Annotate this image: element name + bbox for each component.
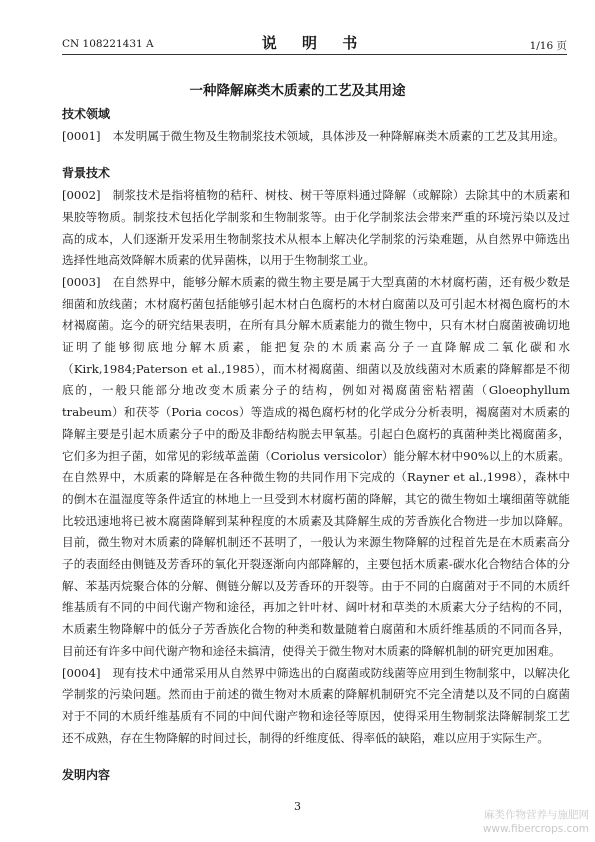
paragraph-text: 现有技术中通常采用从自然界中筛选出的白腐菌或防线菌等应用到生物制浆中，以解决化学制浆的污染问题。然而由于前述的微生物对木质素的降解机制研究不完全清楚以及不同的白腐菌对于不同的木质纤维基质有不同的中间代谢产物和途径等原因，使得采用生物制浆法降解制浆工艺还不成熟，存在生物降解的时间过长，制得的纤维度低、得率低的缺陷，难以应用于实际生产。 — [62, 665, 570, 745]
section-heading-background: 背景技术 — [62, 166, 111, 181]
page-info: 1/16 页 — [529, 40, 567, 52]
watermark-url: www.fibercrops.com — [482, 823, 589, 835]
paragraph-0001 — [62, 126, 570, 148]
paragraph-0002 — [62, 185, 570, 272]
page-header — [62, 32, 567, 55]
watermark-site-name: 麻类作物营养与施肥网 — [484, 809, 589, 821]
section-heading-tech-field: 技术领域 — [62, 107, 111, 121]
paragraph-text: 制浆技术是指将植物的秸秆、树枝、树干等原料通过降解（或解除）去除其中的木质素和果胶等物质。制浆技术包括化学制浆和生物制浆等。由于化学制浆法会带来严重的环境污染以及过高的成本，人们逐渐开发采用生物制浆技术从根本上解决化学制浆的污染难题，从自然界中筛选出选择性地高效降解木质素的优异菌株，以用于生物制浆工业。 — [62, 188, 570, 268]
watermark — [483, 808, 589, 836]
document-body — [62, 104, 570, 787]
paragraph-0004 — [62, 663, 570, 750]
paragraph-0003 — [62, 272, 570, 663]
paragraph-number: [0003] — [62, 274, 101, 289]
page-number: 3 — [294, 800, 301, 813]
paragraph-number: [0001] — [62, 128, 101, 143]
document-title: 一种降解麻类木质素的工艺及其用途 — [189, 83, 406, 99]
paragraph-text: 在自然界中，能够分解木质素的微生物主要是属于大型真菌的木材腐朽菌，还有极少数是细菌和放线菌；木材腐朽菌包括能够引起木材白色腐朽的木材白腐菌以及可引起木材褐色腐朽的木材褐腐菌。迄今的研究结果表明，在所有具分解木质素能力的微生物中，只有木材白腐菌被确切地证明了能够彻底地分解木质素，能把复杂的木质素高分子一直降解成二氧化碳和水（Kirk,1984;Paterson et al.,1985），而木材褐腐菌、细菌以及放线菌对木质素的降解都是不彻底的，一般只能部分地改变木质素分子的结构，例如对褐腐菌密粘褶菌（Gloeophyllum trabeum）和茯苓（Poria cocos）等造成的褐色腐朽材的化学成分分析表明，褐腐菌对木质素的降解主要是引起木质素分子中的酚及非酚结构脱去甲氧基。引起白色腐朽的真菌种类比褐腐菌多，它们多为担子菌，如常见的彩绒革盖菌（Coriolus versicolor）能分解木材中90%以上的木质素。在自然界中，木质素的降解是在各种微生物的共同作用下完成的（Rayner et al.,1998），森林中的倒木在温湿度等条件适宜的林地上一旦受到木材腐朽菌的降解，其它的微生物如土壤细菌等就能比较迅速地将已被木腐菌降解到某种程度的木质素及其降解生成的芳香族化合物进一步加以降解。目前，微生物对木质素的降解机制还不甚明了，一般认为来源生物降解的过程首先是在木质素高分子的表面经由侧链及芳香环的氧化开裂逐渐向内部降解的，主要包括木质素-碳水化合物结合体的分解、苯基丙烷聚合体的分解、侧链分解以及芳香环的开裂等。由于不同的白腐菌对于不同的木质纤维基质有不同的中间代谢产物和途径，再加之针叶材、阔叶材和草类的木质素大分子结构的不同，木质素生物降解中的低分子芳香族化合物的种类和数量随着白腐菌和木质纤维基质的不同而各异，目前还有许多中间代谢产物和途径未搞清，使得关于微生物对木质素的降解机制的研究更加困难。 — [62, 274, 570, 658]
document-type: 说 明 书 — [261, 34, 368, 52]
paragraph-number: [0004] — [62, 665, 101, 680]
paragraph-number: [0002] — [62, 188, 101, 203]
section-heading-summary: 发明内容 — [62, 768, 111, 783]
paragraph-text: 本发明属于微生物及生物制浆技术领域，具体涉及一种降解麻类木质素的工艺及其用途。 — [112, 128, 565, 143]
patent-number: CN 108221431 A — [62, 38, 154, 50]
